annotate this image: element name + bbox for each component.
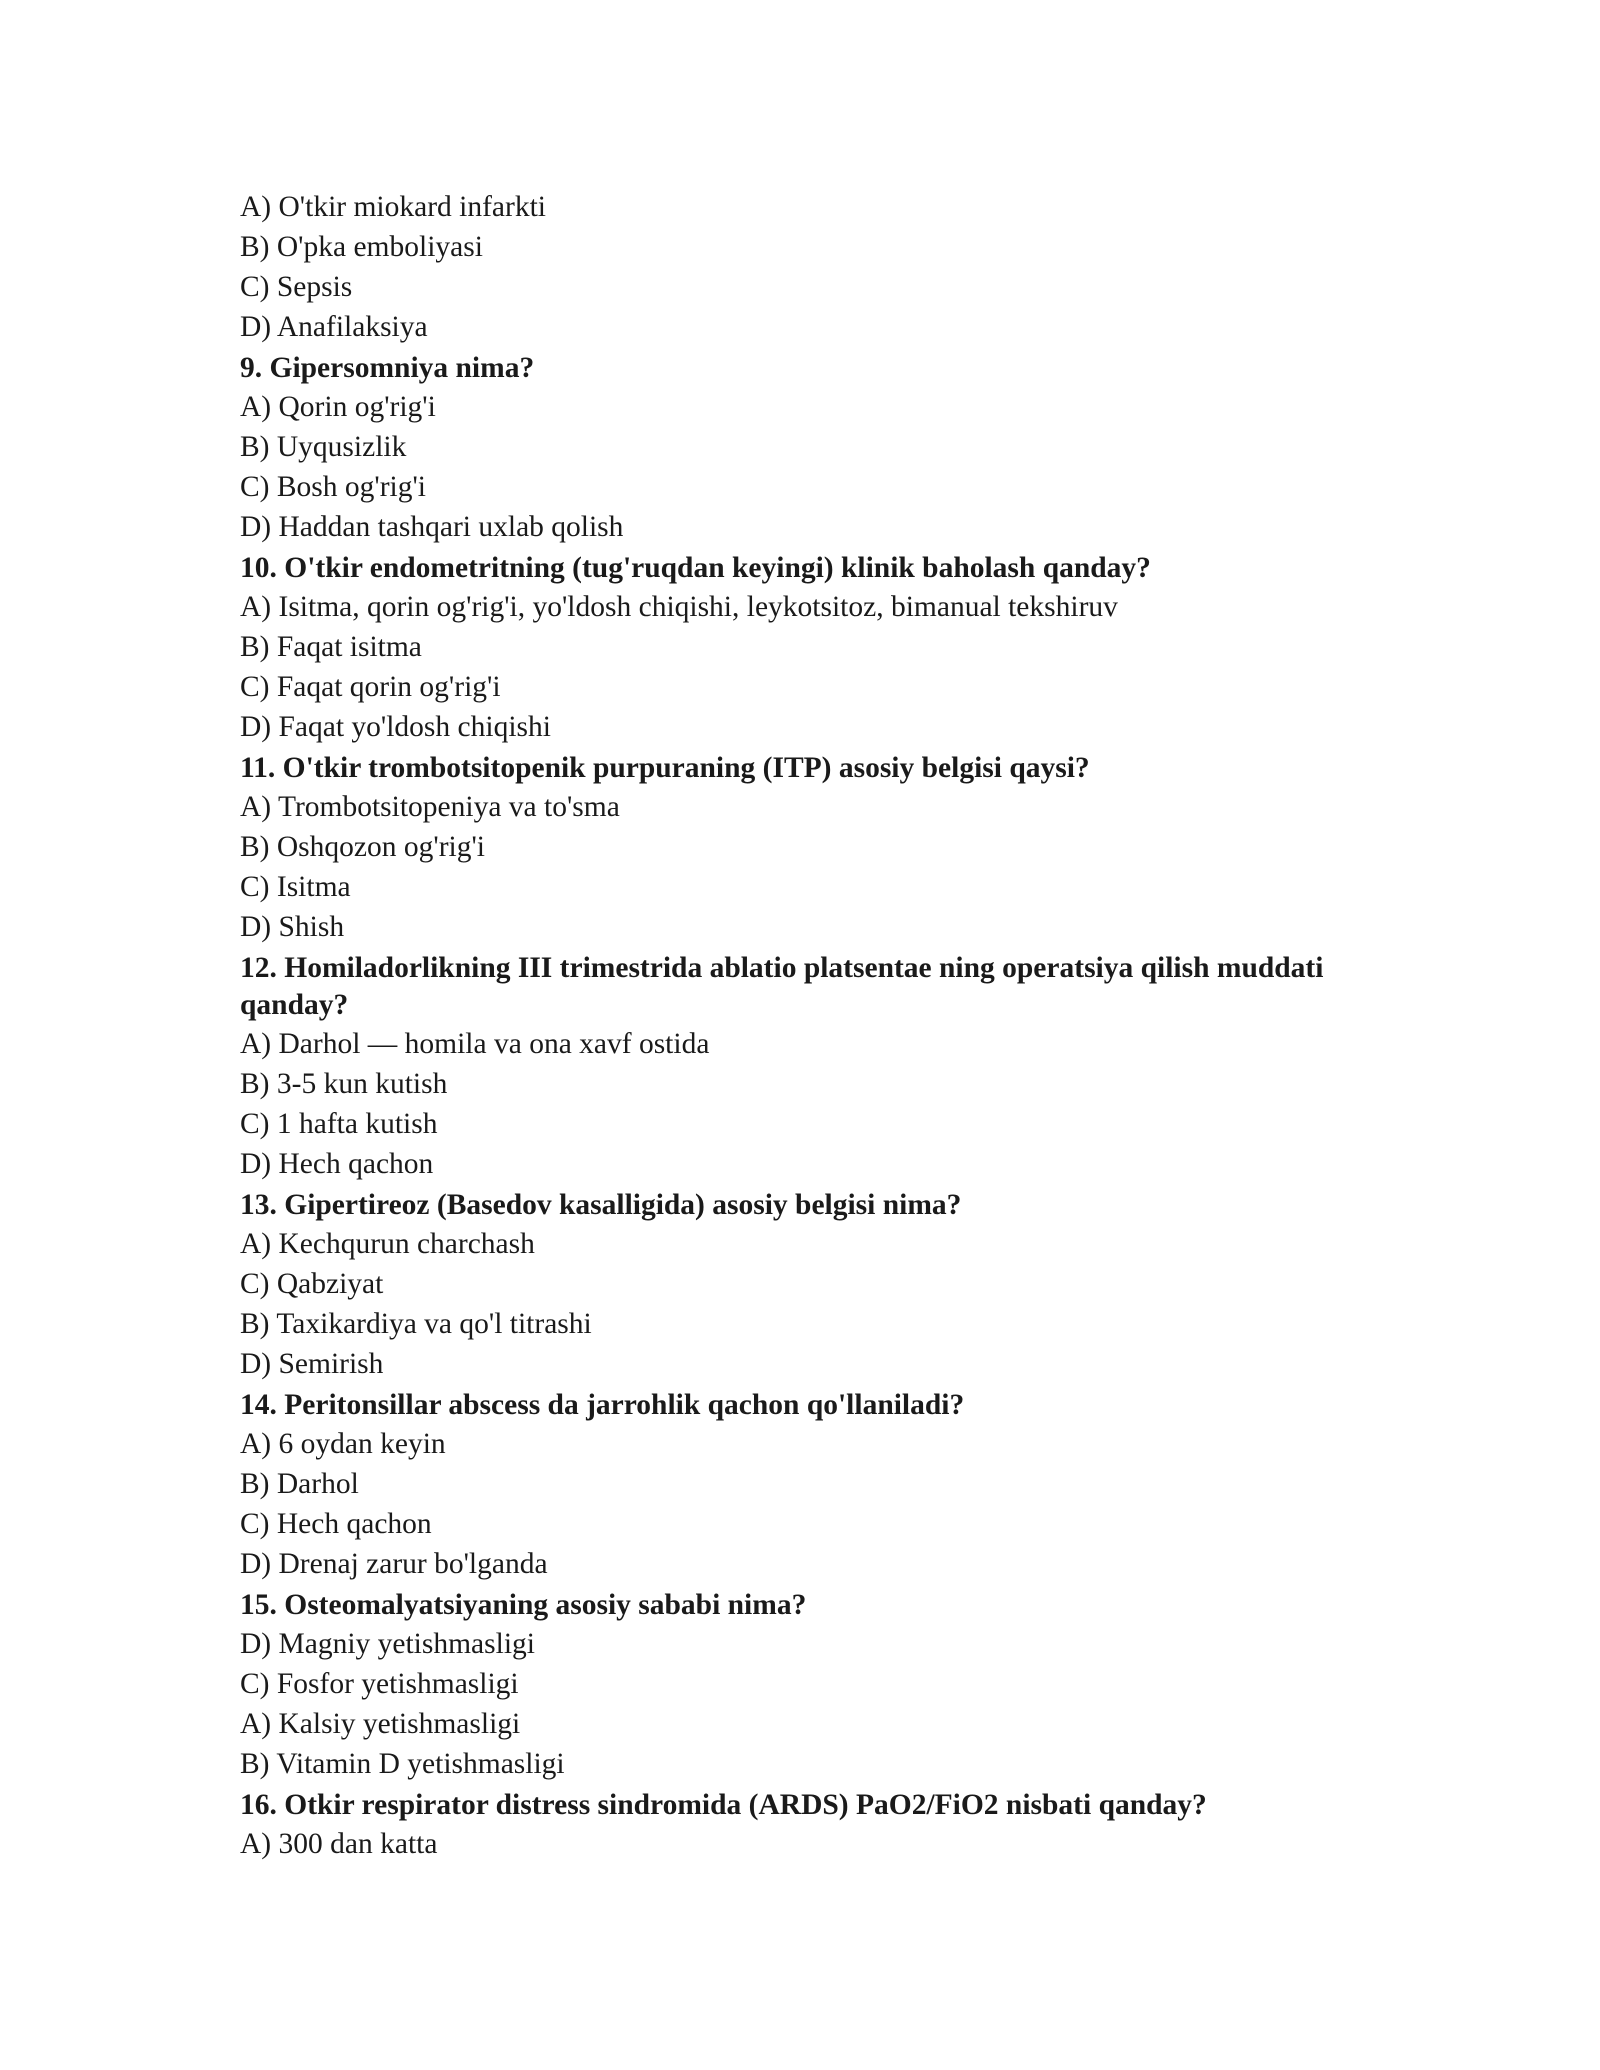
answer-option: D) Semirish: [240, 1348, 384, 1380]
answer-option: C) Bosh og'rig'i: [240, 471, 427, 503]
answer-option: C) Qabziyat: [240, 1268, 384, 1300]
answer-option: B) Taxikardiya va qo'l titrashi: [240, 1308, 592, 1340]
answer-option: C) Sepsis: [240, 271, 353, 303]
question-heading: 14. Peritonsillar abscess da jarrohlik qachon qo'llaniladi?: [240, 1389, 965, 1421]
answer-option: B) 3-5 kun kutish: [240, 1068, 448, 1100]
answer-option: D) Shish: [240, 911, 345, 943]
answer-option: D) Faqat yo'ldosh chiqishi: [240, 711, 551, 743]
answer-option: A) Qorin og'rig'i: [240, 391, 436, 423]
answer-option: A) Kechqurun charchash: [240, 1228, 535, 1260]
answer-option: A) 300 dan katta: [240, 1828, 438, 1860]
answer-option: C) Fosfor yetishmasligi: [240, 1668, 519, 1700]
question-heading: 12. Homiladorlikning III trimestrida ablatio platsentae ning operatsiya qilish muddati qanday?: [240, 952, 1324, 1021]
answer-option: C) 1 hafta kutish: [240, 1108, 438, 1140]
answer-option: A) Kalsiy yetishmasligi: [240, 1708, 521, 1740]
answer-option: B) O'pka emboliyasi: [240, 231, 483, 263]
answer-option: A) O'tkir miokard infarkti: [240, 191, 546, 223]
question-heading: 13. Gipertireoz (Basedov kasalligida) asosiy belgisi nima?: [240, 1189, 962, 1221]
answer-option: A) Trombotsitopeniya va to'sma: [240, 791, 620, 823]
answer-option: D) Anafilaksiya: [240, 311, 428, 343]
question-heading: 11. O'tkir trombotsitopenik purpuraning (ITP) asosiy belgisi qaysi?: [240, 752, 1090, 784]
question-heading: 9. Gipersomniya nima?: [240, 352, 535, 384]
answer-option: D) Haddan tashqari uxlab qolish: [240, 511, 624, 543]
answer-option: A) Darhol — homila va ona xavf ostida: [240, 1028, 710, 1060]
answer-option: C) Hech qachon: [240, 1508, 432, 1540]
answer-option: C) Isitma: [240, 871, 351, 903]
answer-option: B) Darhol: [240, 1468, 359, 1500]
question-heading: 16. Otkir respirator distress sindromida (ARDS) PaO2/FiO2 nisbati qanday?: [240, 1789, 1207, 1821]
question-heading: 15. Osteomalyatsiyaning asosiy sababi nima?: [240, 1589, 807, 1621]
answer-option: D) Hech qachon: [240, 1148, 434, 1180]
question-heading: 10. O'tkir endometritning (tug'ruqdan keyingi) klinik baholash qanday?: [240, 552, 1151, 584]
answer-option: B) Vitamin D yetishmasligi: [240, 1748, 565, 1780]
answer-option: D) Drenaj zarur bo'lganda: [240, 1548, 548, 1580]
answer-option: D) Magniy yetishmasligi: [240, 1628, 535, 1660]
answer-option: B) Uyqusizlik: [240, 431, 407, 463]
answer-option: B) Faqat isitma: [240, 631, 422, 663]
answer-option: A) Isitma, qorin og'rig'i, yo'ldosh chiqishi, leykotsitoz, bimanual tekshiruv: [240, 591, 1118, 623]
answer-option: B) Oshqozon og'rig'i: [240, 831, 485, 863]
question-list: [240, 187, 1410, 1864]
answer-option: C) Faqat qorin og'rig'i: [240, 671, 501, 703]
answer-option: A) 6 oydan keyin: [240, 1428, 446, 1460]
